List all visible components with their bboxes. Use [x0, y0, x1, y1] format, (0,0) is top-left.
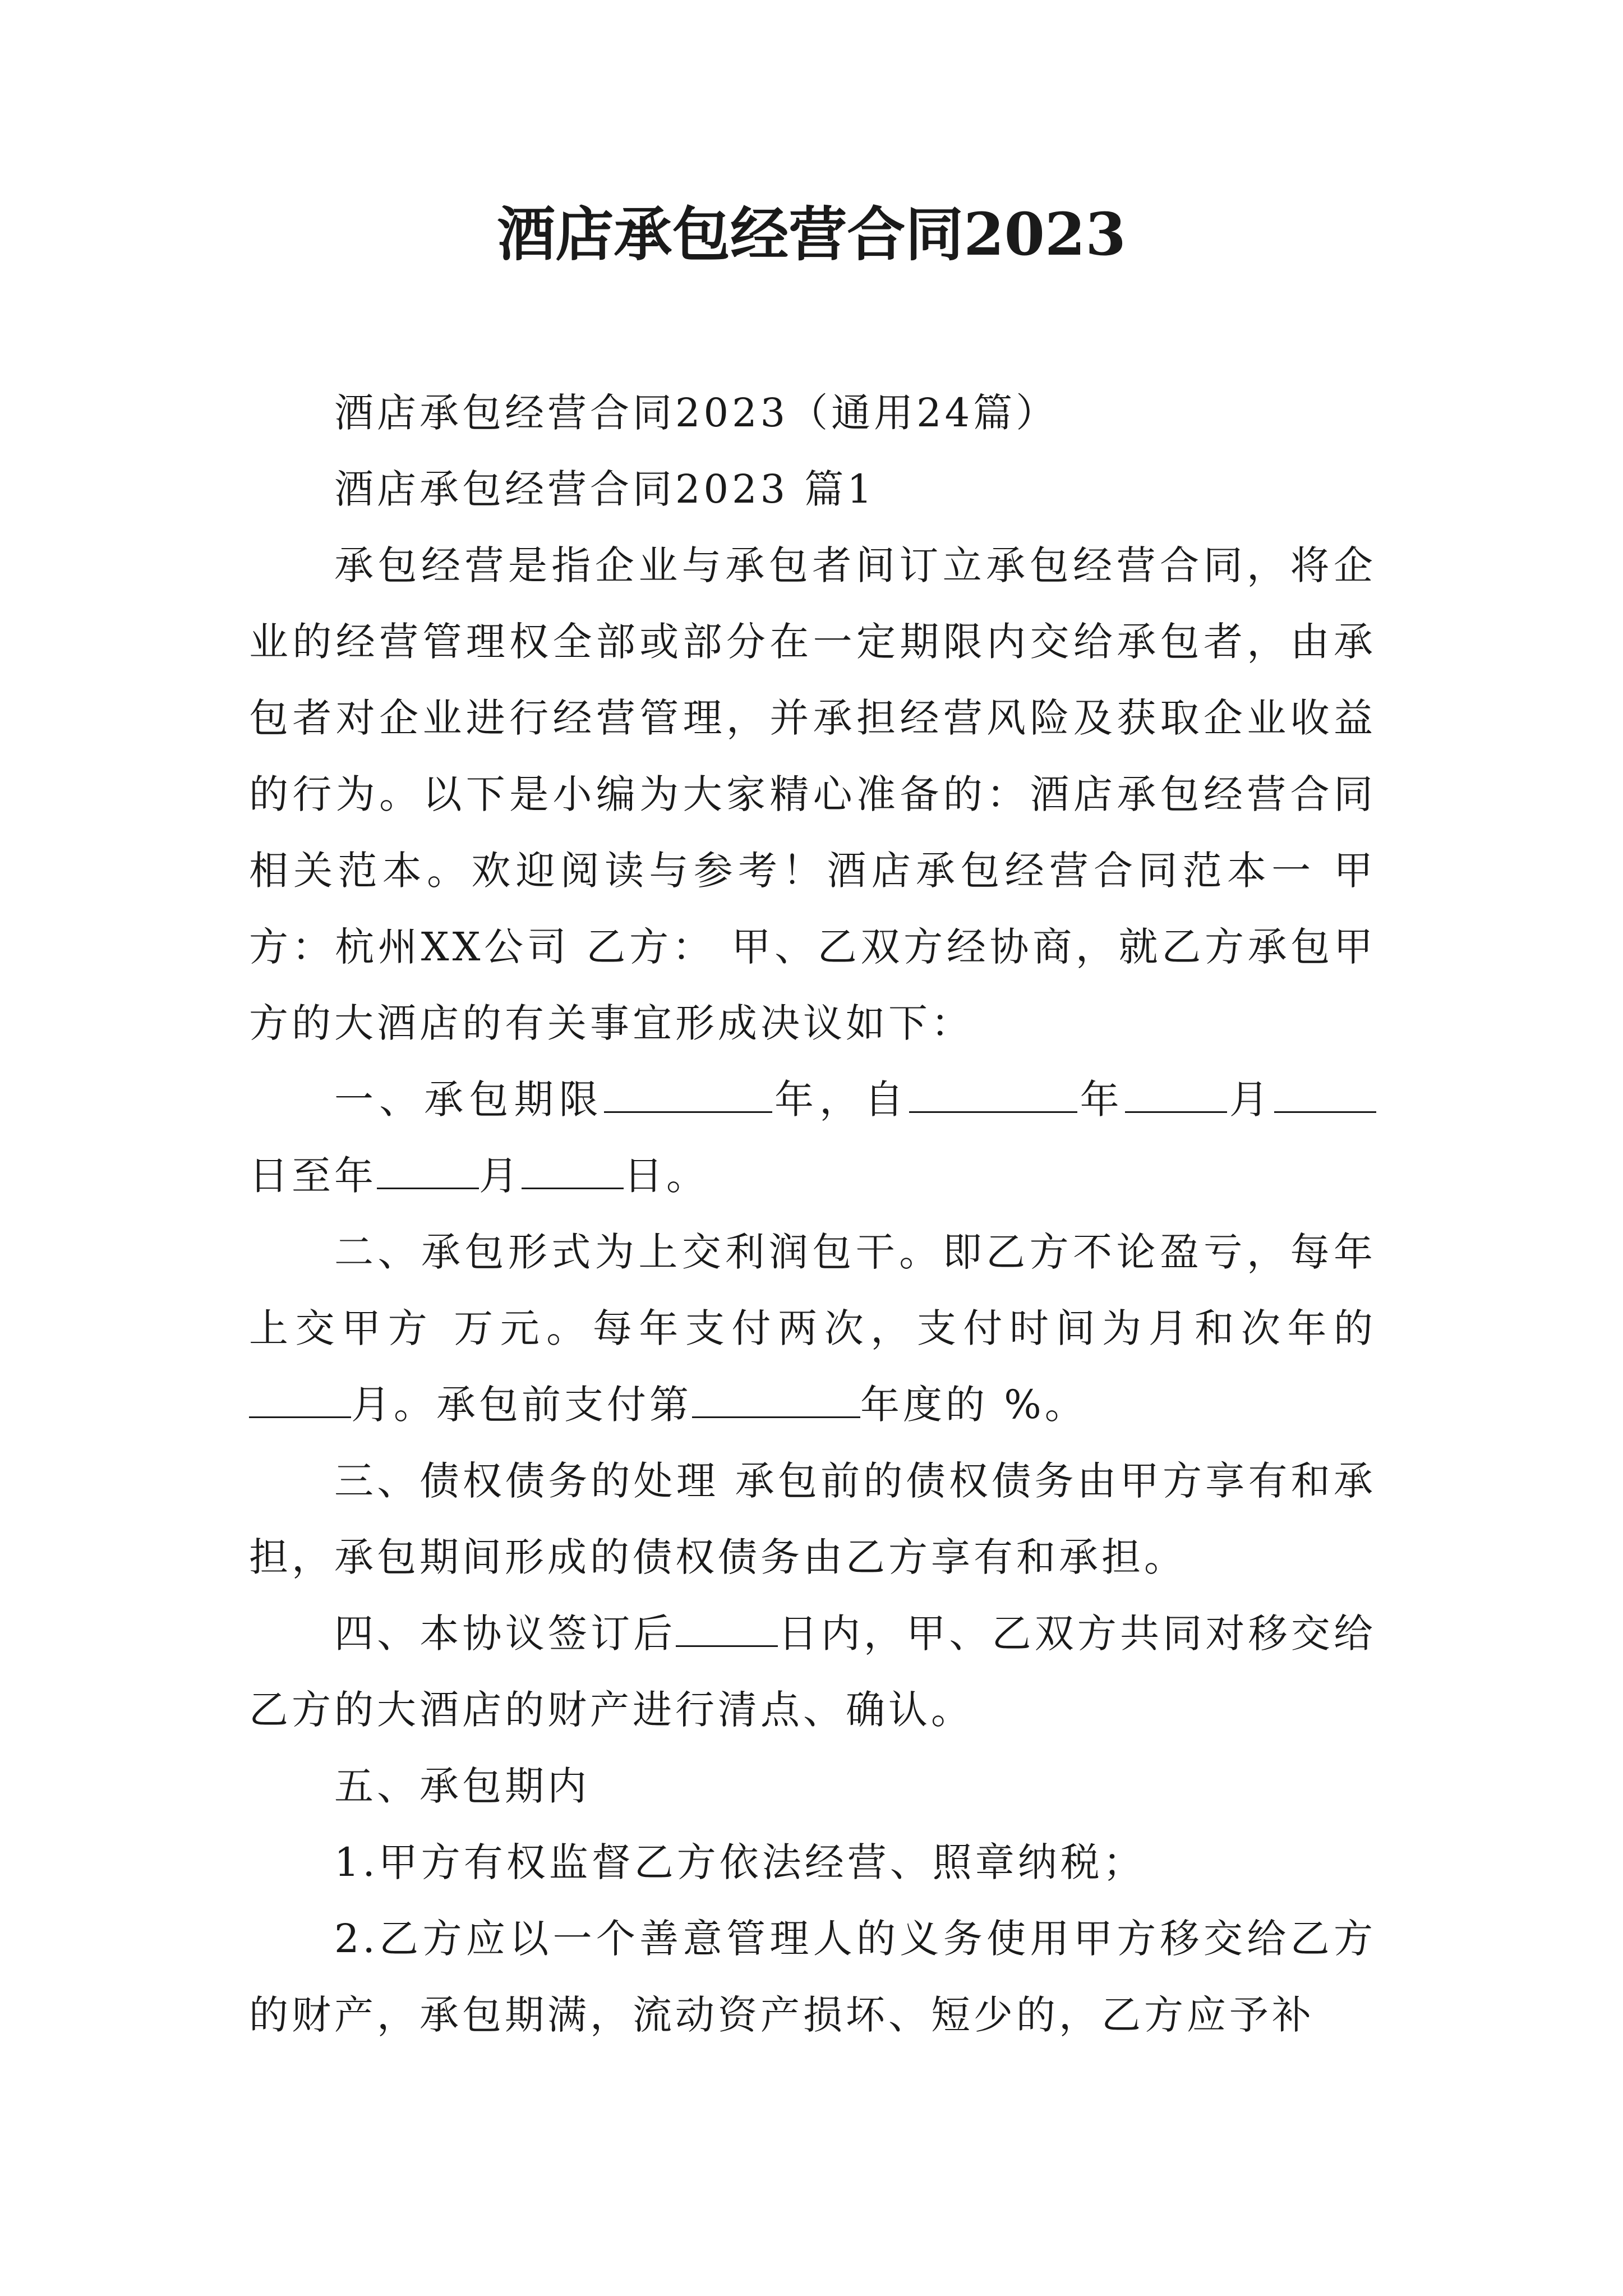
- blank-line: [909, 1068, 1077, 1113]
- text-span: 年: [1077, 1076, 1125, 1122]
- blank-line: [522, 1144, 624, 1189]
- blank-line: [692, 1373, 860, 1418]
- blank-line: [249, 1373, 351, 1418]
- paragraph-subtitle: 酒店承包经营合同2023（通用24篇）: [334, 390, 1059, 436]
- text-span: 二、承包形式为上交利润包干。即乙方不论盈亏，每年上交甲方 万元。每年支付两次，支付时间为月和次年的: [249, 1229, 1376, 1351]
- text-span: 月: [1227, 1076, 1275, 1122]
- paragraph-intro: 承包经营是指企业与承包者间订立承包经营合同，将企业的经营管理权全部或部分在一定期限内交给承包者，由承包者对企业进行经营管理，并承担经营风险及获取企业收益的行为。以下是小编为大家精心准备的：酒店承包经营合同相关范本。欢迎阅读与参考！酒店承包经营合同范本一 甲方：杭州XX公司 乙方： 甲、乙双方经协商，就乙方承包甲方的大酒店的有关事宜形成决议如下：: [249, 542, 1376, 1046]
- text-span: 月。承包前支付第: [351, 1382, 692, 1428]
- paragraph-term: [249, 1061, 1376, 1214]
- text-span: 日至年: [249, 1153, 377, 1199]
- text-span: 四、本协议签订后: [334, 1611, 676, 1657]
- text-span: 一、承包期限: [334, 1076, 604, 1122]
- blank-line: [1274, 1068, 1376, 1113]
- paragraph-section-heading: 酒店承包经营合同2023 篇1: [334, 466, 875, 512]
- paragraph-period: 五、承包期内: [334, 1763, 590, 1809]
- text-span: 月: [479, 1153, 522, 1199]
- text-span: 日。: [624, 1153, 709, 1199]
- blank-line: [377, 1144, 479, 1189]
- text-span: 年，自: [772, 1076, 910, 1122]
- paragraph-item-1: 1.甲方有权监督乙方依法经营、照章纳税；: [334, 1839, 1146, 1885]
- document-body: [249, 375, 1376, 2053]
- blank-line: [676, 1602, 778, 1647]
- blank-line: [604, 1068, 772, 1113]
- text-span: 日内，甲、乙双方共同对移交给乙方的大酒店的财产进行清点、确认。: [249, 1611, 1377, 1733]
- document-title: 酒店承包经营合同2023: [497, 200, 1126, 269]
- blank-line: [1125, 1068, 1227, 1113]
- paragraph-contract-form: [249, 1214, 1376, 1443]
- paragraph-debts: 三、债权债务的处理 承包前的债权债务由甲方享有和承担，承包期间形成的债权债务由乙方享有和承担。: [249, 1458, 1376, 1580]
- paragraph-handover: [249, 1595, 1376, 1748]
- text-span: 年度的 %。: [860, 1382, 1087, 1428]
- paragraph-item-2: 2.乙方应以一个善意管理人的义务使用甲方移交给乙方的财产，承包期满，流动资产损坏、短少的，乙方应予补: [249, 1916, 1376, 2038]
